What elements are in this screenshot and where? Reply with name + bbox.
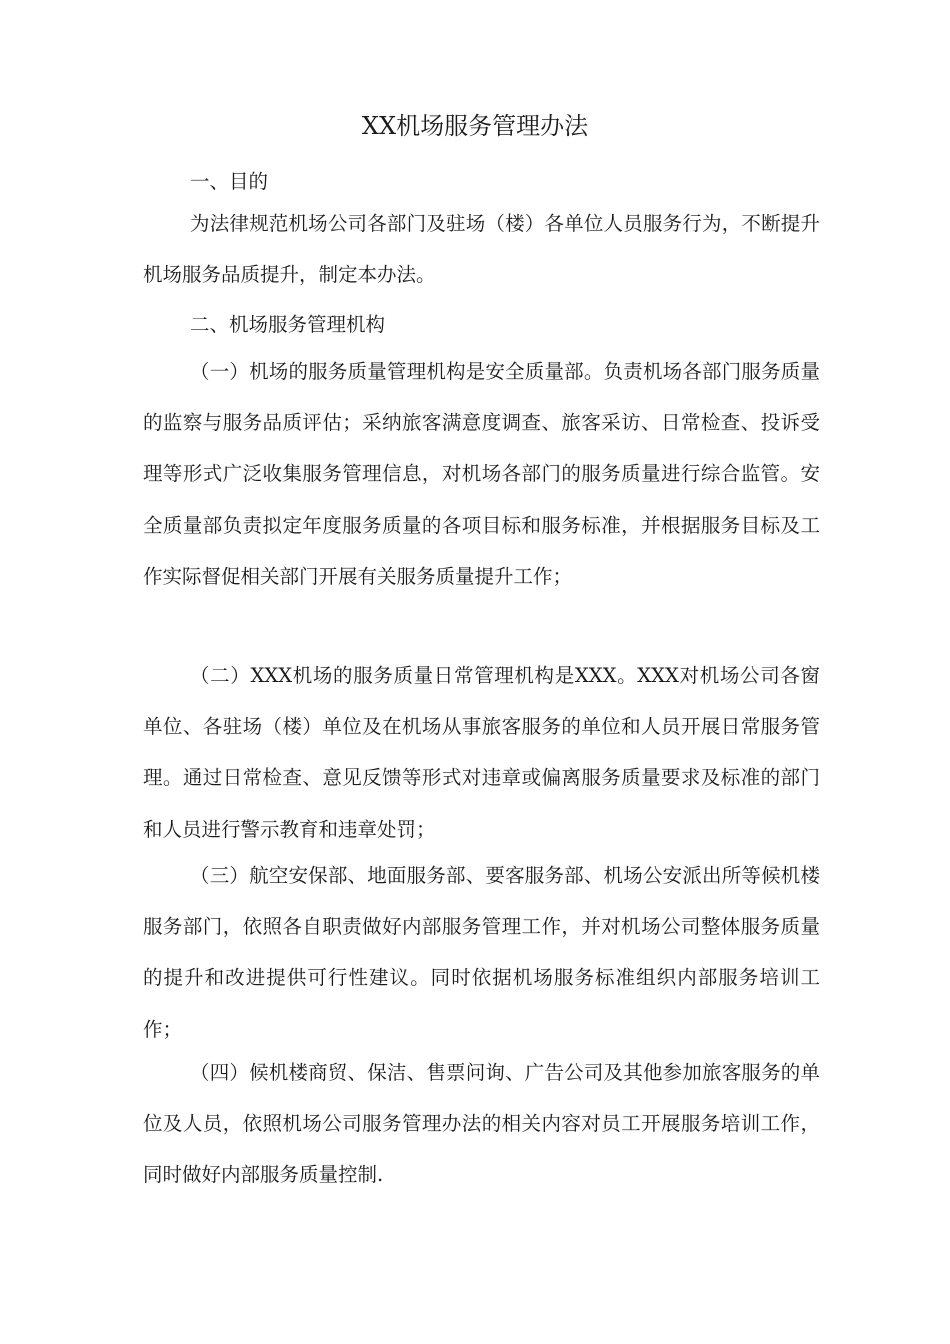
paragraph-purpose: 为法律规范机场公司各部门及驻场（楼）各单位人员服务行为，不断提升机场服务品质提升，制定本办法。 xyxy=(143,212,820,287)
section-heading-purpose: 一、目的 xyxy=(190,170,269,193)
paragraph-org-1: （一）机场的服务质量管理机构是安全质量部。负责机场各部门服务质量的监察与服务品质评估；采纳旅客满意度调查、旅客采访、日常检查、投诉受理等形式广泛收集服务管理信息，对机场各部门的服务质量进行综合监管。安全质量部负责拟定年度服务质量的各项目标和服务标准，并根据服务目标及工作实际督促相关部门开展有关服务质量提升工作； xyxy=(143,360,820,588)
paragraph-org-4: （四）候机楼商贸、保洁、售票问询、广告公司及其他参加旅客服务的单位及人员，依照机场公司服务管理办法的相关内容对员工开展服务培训工作，同时做好内部服务质量控制. xyxy=(143,1061,820,1187)
paragraph-org-3: （三）航空安保部、地面服务部、要客服务部、机场公安派出所等候机楼服务部门，依照各自职责做好内部服务管理工作，并对机场公司整体服务质量的提升和改进提供可行性建议。同时依据机场服务标准组织内部服务培训工作； xyxy=(143,864,820,1041)
paragraph-org-2: （二）XXX机场的服务质量日常管理机构是XXX。XXX对机场公司各窗单位、各驻场（楼）单位及在机场从事旅客服务的单位和人员开展日常服务管理。通过日常检查、意见反馈等形式对违章或偏离服务质量要求及标准的部门和人员进行警示教育和违章处罚； xyxy=(143,664,820,841)
section-heading-organization: 二、机场服务管理机构 xyxy=(190,313,386,336)
document-title: XX机场服务管理办法 xyxy=(361,112,589,140)
